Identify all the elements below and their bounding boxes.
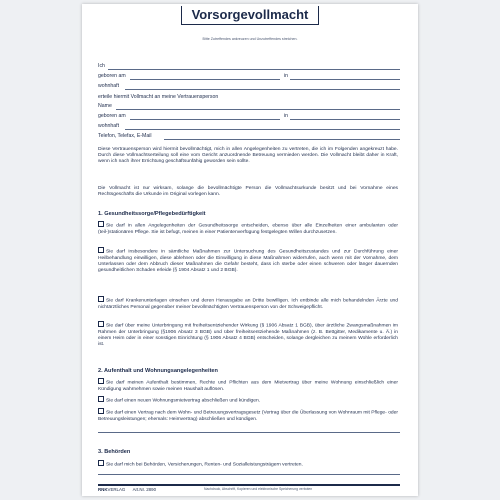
divider [98,474,400,475]
principal-residence-line [125,89,400,90]
document-subtitle: Bitte Zutreffendes ankreuzen und Unzutreffendes streichen. [202,37,298,41]
agent-born-label: geboren am [98,113,126,119]
validity-paragraph: Die Vollmacht ist nur wirksam, solange die bevollmächtigte Person die Vollmachtsurkunde besitzt und bei Vornahme eines Rechtsgeschäfts die Urkunde im Original vorlegen kann. [98,186,398,198]
checkbox-icon[interactable] [98,296,104,302]
checkbox-item[interactable]: Sie darf insbesondere in sämtliche Maßnahmen zur Untersuchung des Gesundheitszustandes und zur Durchführung einer Heilbehandlung einwilligen, diese ablehnen oder die Einwilligung in diese Maßnahmen widerrufen, auch wenn mit der Vornahme, dem Unterlassen oder dem Abbruch dieser Maßnahmen die Gefahr besteht, dass ich sterbe oder einen schweren oder länger dauernden gesundheitlichen Schaden erleide (§ 1904 Absatz 1 und 2 BGB). [98,247,398,274]
grant-text: erteile hiermit Vollmacht an meine Vertrauensperson [98,94,219,100]
title-area [82,6,418,25]
checkbox-icon[interactable] [98,396,104,402]
agent-contact-line [164,139,400,140]
section-heading: 1. Gesundheitssorge/Pflegebedürftigkeit [98,211,206,217]
publisher-brand-suffix: VERLAG [107,487,126,492]
agent-residence-field[interactable] [98,120,400,130]
agent-in-label: in [284,113,289,119]
agent-name-field[interactable] [98,100,400,110]
checkbox-item[interactable]: Sie darf in allen Angelegenheiten der Gesundheitssorge entscheiden, ebenso über alle Einzelheiten einer ambulanten oder (teil-)stationären Pflege. Sie ist befugt, meinen in einer Patientenverfügung festgelegten Willen durchzusetzen. [98,221,398,236]
checkbox-item[interactable]: Sie darf einen neuen Wohnungsmietvertrag abschließen und kündigen. [98,396,398,405]
principal-name-field[interactable] [98,60,400,70]
section-heading: 3. Behörden [98,449,131,455]
checkbox-item[interactable]: Sie darf mich bei Behörden, Versicherungen, Renten- und Sozialleistungsträgern vertreten. [98,460,398,469]
principal-residence-label: wohnhaft [98,83,120,89]
principal-born-label: geboren am [98,73,126,79]
agent-contact-label: Telefon, Telefax, E-Mail [98,133,152,139]
checkbox-item[interactable]: Sie darf meinen Aufenthalt bestimmen, Rechte und Pflichten aus dem Mietvertrag über meine Wohnung einschließlich einer Kündigung wahrnehmen sowie meinen Haushalt auflösen. [98,378,398,393]
publisher-brand: RNK [98,487,108,492]
agent-name-label: Name [98,103,112,109]
checkbox-icon[interactable] [98,221,104,227]
checkbox-icon[interactable] [98,460,104,466]
agent-residence-label: wohnhaft [98,123,120,129]
agent-birth-field[interactable] [98,110,400,120]
agent-contact-field[interactable] [98,130,400,140]
checkbox-icon[interactable] [98,321,104,327]
footer-rule [98,484,400,486]
article-number: Art.Nr. 2890 [132,487,157,492]
copyright-notice: Nachdruck, Abschrift, Kopieren und elektronische Speicherung verboten [204,487,313,491]
divider [98,432,400,433]
principal-birth-field[interactable] [98,70,400,80]
principal-name-label: Ich [98,63,105,69]
checkbox-item[interactable]: Sie darf über meine Unterbringung mit freiheitsentziehender Wirkung (§ 1906 Absatz 1 BGB), über ärztliche Zwangsmaßnahmen im Rahmen der Unterbringung (§1906 Absatz 3 BGB) und über freiheitsentziehende Maßnahmen (z. B. Bettgitter, Medikamente u. Ä.) in einem Heim oder in einer sonstigen Einrichtung (§ 1906 Absatz 4 BGB) entscheiden, solange dergleichen zu meinem Wohle erforderlich ist. [98,321,398,348]
intro-paragraph: Diese Vertrauensperson wird hiermit bevollmächtigt, mich in allen Angelegenheiten zu vertreten, die ich im Folgenden angekreuzt habe. Durch diese Vollmachtserteilung soll eine vom Gericht anzuordnende Betreuung vermieden werden. Die Vollmacht bleibt daher in Kraft, wenn ich nach ihrer Errichtung geschäftsunfähig geworden sein sollte. [98,147,398,165]
checkbox-item[interactable]: Sie darf Krankenunterlagen einsehen und deren Herausgabe an Dritte bewilligen. Ich entbinde alle mich behandelnden Ärzte und nichtärztliches Personal gegenüber meiner bevollmächtigten Vertrauensperson von der Schweigepflicht. [98,296,398,311]
principal-in-label: in [284,73,289,79]
checkbox-icon[interactable] [98,408,104,414]
section-heading: 2. Aufenthalt und Wohnungsangelegenheiten [98,368,218,374]
checkbox-icon[interactable] [98,247,104,253]
principal-residence-field[interactable] [98,80,400,90]
document-title: Vorsorgevollmacht [181,6,320,25]
footer [98,487,313,492]
checkbox-icon[interactable] [98,378,104,384]
checkbox-item[interactable]: Sie darf einen Vertrag nach dem Wohn- und Betreuungsvertragsgesetz (Vertrag über die Überlassung von Wohnraum mit Pflege- oder Betreuungsleistungen; ehemals: Heimvertrag) abschließen und kündigen. [98,408,398,423]
form-sheet [82,4,418,496]
